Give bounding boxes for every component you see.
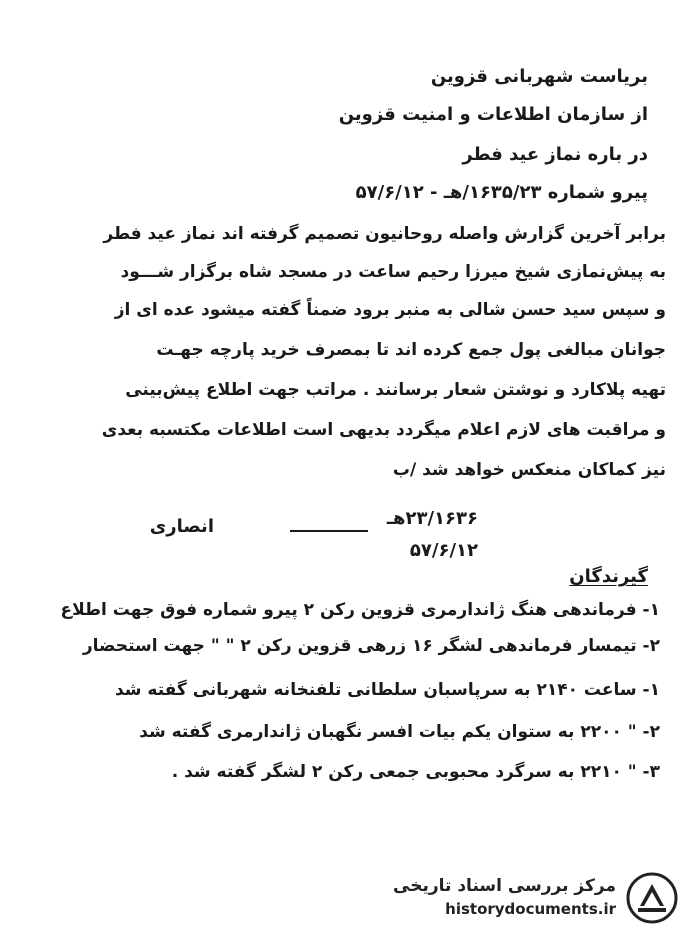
signature-rule: [290, 530, 368, 532]
recipient-item: ۱- فرماندهی هنگ ژاندارمری قزوین رکن ۲ پیرو شماره فوق جهت اطلاع: [60, 600, 660, 620]
signature-name: انصاری: [149, 516, 214, 537]
reference-line: پیرو شماره ۱۶۳۵/۲۳/هـ - ۵۷/۶/۱۲: [355, 182, 648, 203]
notification-item: ۱- ساعت ۲۱۴۰ به سرپاسبان سلطانی تلفنخانه شهربانی گفته شد: [114, 680, 660, 700]
archive-watermark: [393, 872, 678, 924]
body-line: برابر آخرین گزارش واصله روحانیون تصمیم گرفته اند نماز عید فطر: [103, 224, 666, 244]
body-line: نیز کماکان منعکس خواهد شد /ب: [392, 460, 666, 480]
archive-logo-icon: [626, 872, 678, 924]
signature-number: ۲۳/۱۶۳۶هـ: [386, 508, 478, 529]
notification-item: ۳- " ۲۲۱۰ به سرگرد محبوبی جمعی رکن ۲ لشگر گفته شد .: [171, 762, 660, 782]
body-line: به پیش‌نمازی شیخ میرزا رحیم ساعت در مسجد شاه برگزار شـــود: [120, 262, 666, 282]
sender-line: از سازمان اطلاعات و امنیت قزوین: [338, 104, 648, 125]
recipients-title: گیرندگان: [569, 566, 648, 587]
signature-date: ۵۷/۶/۱۲: [409, 540, 478, 561]
body-line: تهیه پلاکارد و نوشتن شعار برسانند . مراتب جهت اطلاع پیش‌بینی: [125, 380, 666, 400]
body-line: جوانان مبالغی پول جمع کرده اند تا بمصرف خرید پارچه جهـت: [156, 340, 666, 360]
archive-url: historydocuments.ir: [445, 900, 616, 918]
recipient-item: ۲- تیمسار فرماندهی لشگر ۱۶ زرهی قزوین رکن ۲ " " جهت استحضار: [82, 636, 660, 656]
subject-line: در باره نماز عید فطر: [462, 144, 648, 165]
body-line: و سپس سید حسن شالی به منبر برود ضمناً گفته میشود عده ای از: [114, 300, 666, 320]
body-line: و مراقبت های لازم اعلام میگردد بدیهی است اطلاعات مکتسبه بعدی: [101, 420, 666, 440]
recipient-line: بریاست شهربانی قزوین: [430, 66, 648, 87]
archive-name: مرکز بررسی اسناد تاریخی: [393, 876, 616, 896]
notification-item: ۲- " ۲۲۰۰ به ستوان یکم بیات افسر نگهبان ژاندارمری گفته شد: [139, 722, 660, 742]
